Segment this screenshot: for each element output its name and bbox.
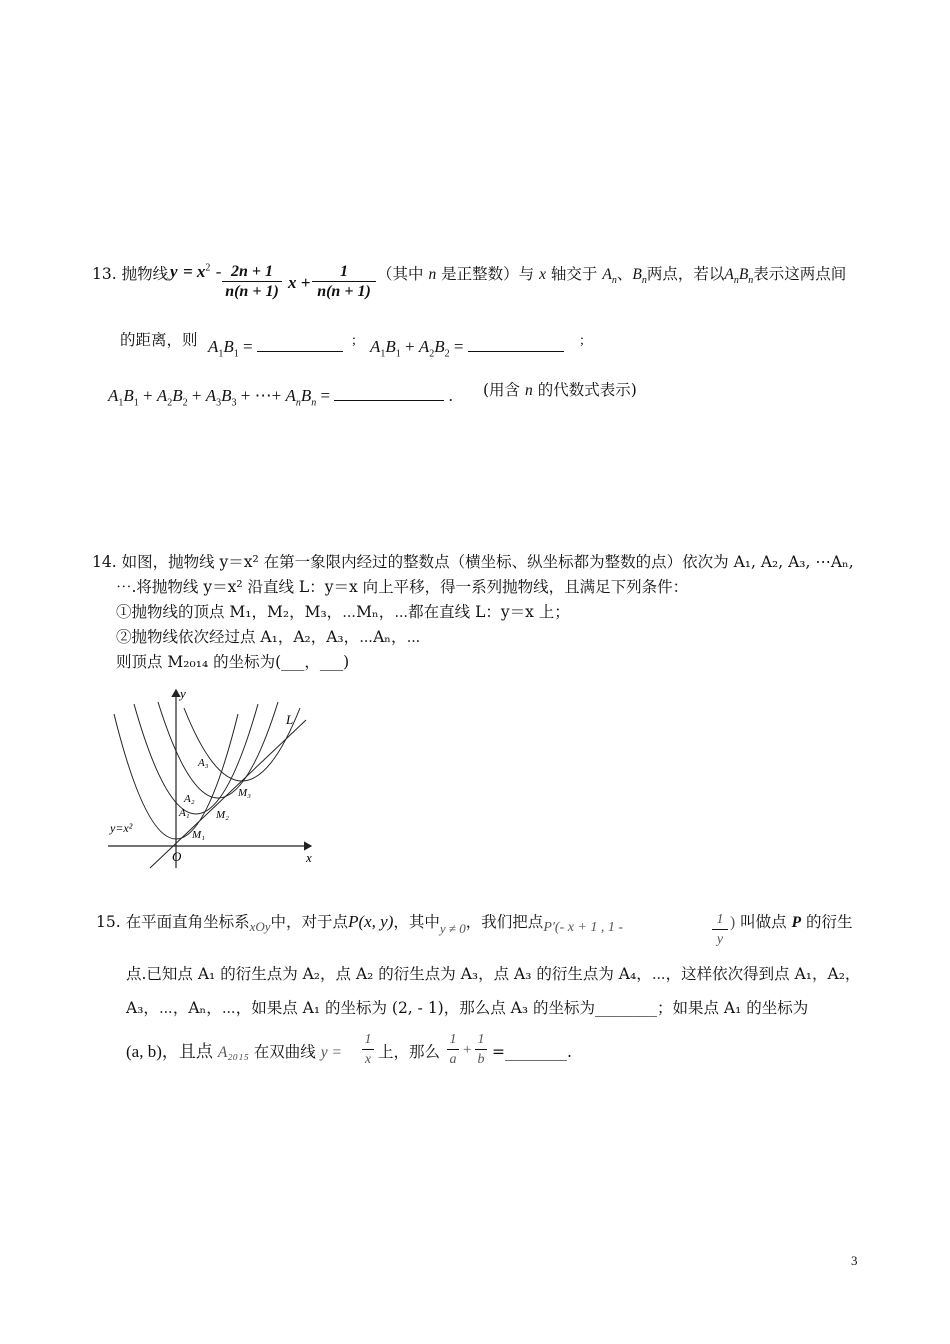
formula-minus: - [215,262,222,281]
sum-num1: 1 [449,1032,457,1047]
q13-note [483,380,637,401]
q13-note-b: 的代数式表示) [537,381,637,399]
n-var: n [428,266,437,283]
q15-line2: 点.已知点 A₁ 的衍生点为 A₂，点 A₂ 的衍生点为 A₃，点 A₃ 的衍生点为 A₄，⋯，这样依次得到点 A₁，A₂， [126,965,861,983]
sum-den1: a [447,1049,459,1069]
anbn-var: $A_nB_n$ [724,266,754,287]
y-ne-0: y ≠ 0 [439,921,466,936]
q15-p-var: P [791,914,802,931]
origin-label: O [172,849,182,864]
M1-label: M₁ [192,829,205,841]
q15-frac [712,910,728,949]
q15-number: 15. [96,913,121,931]
M2-label: M₂ [216,809,229,821]
q13-rest: 是正整数）与 [441,265,535,283]
points-text: 两点，若以 [646,265,725,283]
frac1-num: 2n + 1 [230,263,273,280]
y-axis-label: y [180,686,186,701]
q13-note-n: n [525,382,533,399]
sum-frac1 [447,1030,459,1069]
answer-blank-2[interactable] [468,337,564,352]
semicolon-2: ; [580,333,584,348]
q15-l4c: 上，那么 [378,1043,441,1061]
p-xy: P(x, y) [348,912,394,931]
q13-lead: 抛物线 [121,265,169,283]
q13-line2-lead: 的距离，则 [120,331,198,349]
q14-line5: 则顶点 M₂₀₁₄ 的坐标为(___，___) [116,653,350,671]
axis-text: 轴交于 [550,265,598,283]
q15-l1f: 的衍生 [805,913,853,931]
sum-plus: + [463,1042,472,1058]
q15-close-paren: ) [730,914,736,931]
q15-l4a: (a, b)，且点 [126,1042,213,1061]
a2015: A₂₀₁₅ [217,1044,249,1061]
A3-label: A₃ [198,757,209,769]
q14-line3: ①抛物线的顶点 M₁，M₂，M₃，⋯Mₙ，⋯都在直线 L：y＝x 上； [116,603,570,621]
formula-exp: 2 [205,262,211,274]
bn-var: $B_n$ [632,266,647,287]
q15-frac-num: 1 [716,912,724,927]
frac2-den: n(n + 1) [312,281,376,301]
q15-line3: A₃，⋯，Aₙ，⋯，如果点 A₁ 的坐标为 (2, - 1)，那么点 A₃ 的坐标为________；如果点 A₁ 的坐标为 [126,999,809,1017]
frac1-den: n(n + 1) [222,281,282,301]
q13-blank3-expr: $A_1B_1 + A_2B_2 + A_3B_3$ + ⋯+ $A_nB_n$ = . [108,386,453,409]
q15-l4b: 在双曲线 [253,1043,316,1061]
A1-label: A₁ [179,807,190,819]
hyper: y = [320,1044,342,1061]
an-var: $A_n$ [602,266,617,287]
q14-line1: 14. 如图，抛物线 y＝x² 在第一象限内经过的整数点（横坐标、纵坐标都为整数的点）依次为 A₁, A₂, A₃, ⋯Aₙ, [92,553,854,571]
q13-formula [170,262,221,282]
q13-blank2-expr: $A_1B_1 + A_2B_2$ = [370,337,564,359]
q15-line4-end: =________. [492,1043,572,1061]
q14-line4: ②抛物线依次经过点 A₁，A₂，A₃，⋯Aₙ，⋯ [116,628,421,646]
q13-line1 [92,264,168,284]
answer-blank-3[interactable] [334,386,444,401]
page-number: 3 [851,1253,858,1268]
q13-line1-rest: （其中 n 是正整数）与 x 轴交于 $A_n$、$B_n$两点，若以$A_nB_n$表示这两点间 [377,265,847,287]
formula-x2: = x [182,262,206,281]
parabola-figure [106,684,326,870]
q13-end: 表示这两点间 [753,265,847,283]
q13-x-plus: x + [288,273,311,292]
hyper-frac [362,1030,374,1069]
x-axis-label: x [306,850,312,865]
q15-line1-end [730,912,852,933]
hyper-den: x [362,1049,374,1069]
q13-line2 [120,330,198,350]
A2-label: A₂ [184,793,195,805]
q13-frac1 [222,262,282,301]
q13-paren: （其中 [377,265,424,283]
q13-frac2 [312,262,376,301]
p-prime: P′(- x + 1 , 1 - [543,920,624,935]
sum-frac2 [475,1030,487,1069]
q15-line4 [126,1042,342,1063]
q14-line2: ⋯.将抛物线 y＝x² 沿直线 L：y＝x 向上平移，得一系列抛物线，且满足下列条件： [116,578,689,596]
M3-label: M₃ [238,787,251,799]
x-var: x [539,266,546,283]
formula-y: y [170,262,178,281]
hyper-num: 1 [364,1032,372,1047]
q13-note-a: (用含 [483,381,521,399]
q15-frac-den: y [712,929,728,949]
answer-blank-1[interactable] [257,337,343,352]
sum-num2: 1 [477,1032,485,1047]
q15-l1e: 叫做点 [740,913,787,931]
q15-l1b: 中，对于点 [270,913,349,931]
q15-l1a: 在平面直角坐标系 [125,913,250,931]
curve-label: y=x² [110,821,133,835]
q13-blank1-expr: $A_1B_1$ = [208,337,343,359]
q15-line1 [96,912,623,939]
frac2-num: 1 [340,263,348,280]
parabola-3 [184,708,300,781]
q15-l1d: ，我们把点 [465,913,544,931]
q13-number: 13. [92,265,117,283]
line-L-label: L [286,712,294,727]
q15-l1c: ，其中 [393,913,440,931]
xoy: xOy [249,919,271,934]
sum-den2: b [475,1049,487,1069]
semicolon-1: ; [352,333,356,348]
